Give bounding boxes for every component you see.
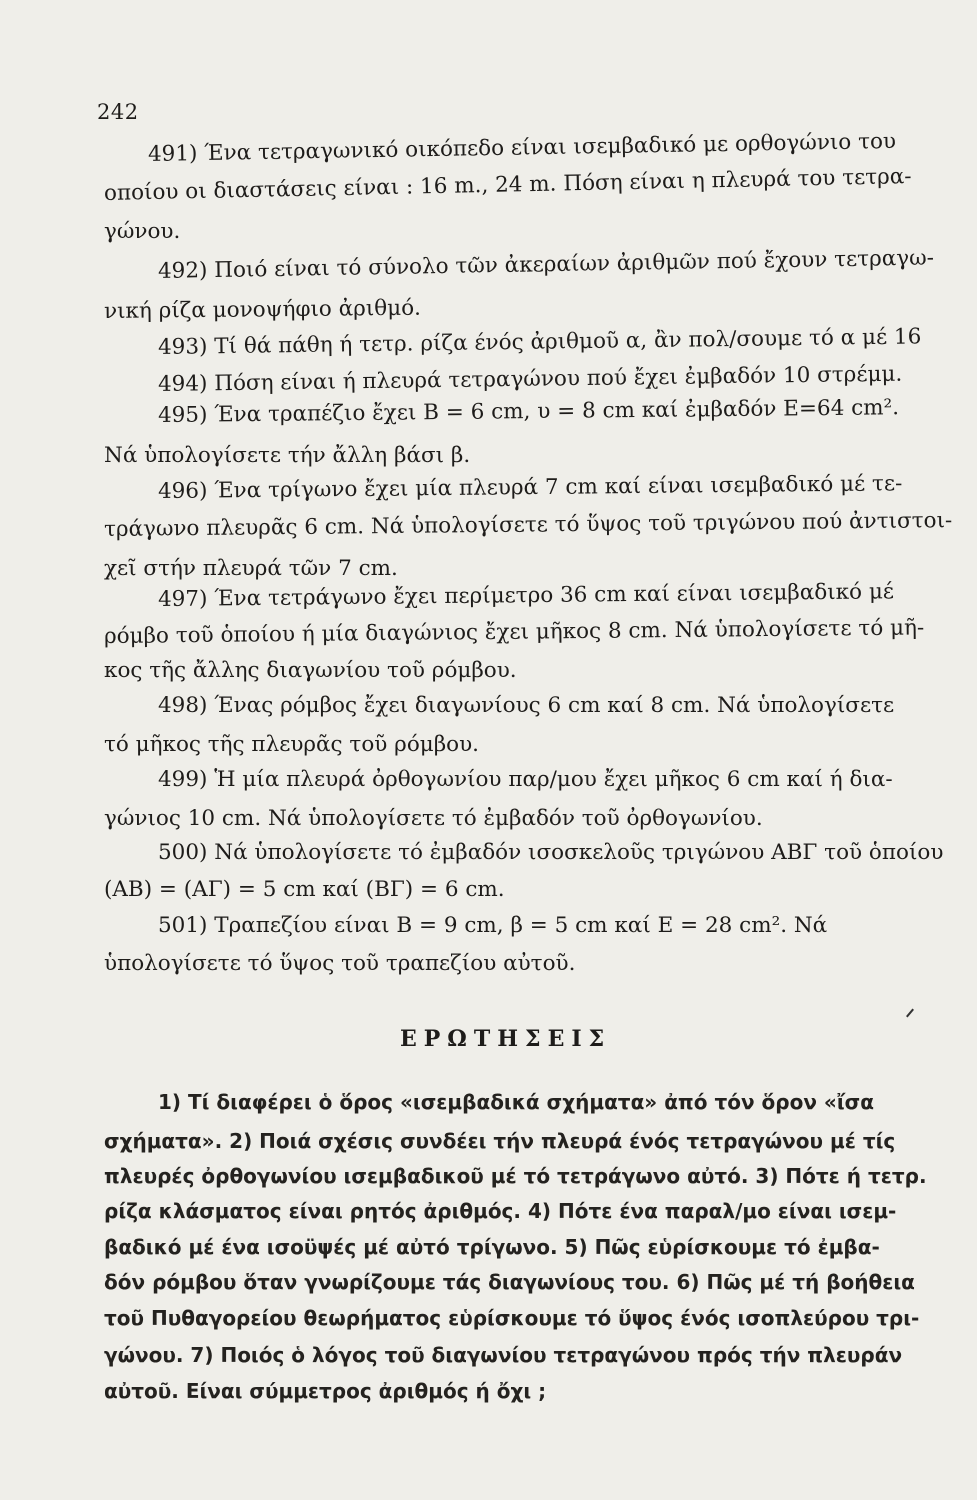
- exercise-499-line-1: 499) Ἡ μία πλευρά ὀρθογωνίου παρ/μου ἔχει μῆκος 6 cm καί ή δια-: [158, 767, 893, 792]
- questions-heading: ΕΡΩΤΗΣΕΙΣ: [400, 1026, 612, 1052]
- question-line: ρίζα κλάσματος είναι ρητός ἀριθμός. 4) Πότε ένα παραλ/μο είναι ισεμ-: [104, 1199, 897, 1223]
- question-line: δόν ρόμβου ὅταν γνωρίζουμε τάς διαγωνίους του. 6) Πῶς μέ τή βοήθεια: [104, 1270, 915, 1294]
- exercise-492-line-2: νική ρίζα μονοψήφιο ἀριθμό.: [103, 295, 422, 324]
- exercise-497-line-2: ρόμβο τοῦ ὁποίου ή μία διαγώνιος ἔχει μῆκος 8 cm. Νά ὑπολογίσετε τό μῆ-: [103, 615, 925, 649]
- exercise-495-line-1: 495) Ένα τραπέζιο ἔχει Β = 6 cm, υ = 8 cm καί ἐμβαδόν Ε=64 cm².: [157, 395, 900, 428]
- exercise-496-line-2: τράγωνο πλευρᾶς 6 cm. Νά ὑπολογίσετε τό ὕψος τοῦ τριγώνου πού ἀντιστοι-: [103, 508, 953, 542]
- question-line: 1) Τί διαφέρει ὁ ὅρος «ισεμβαδικά σχήματα» ἀπό τόν ὅρον «ἴσα: [158, 1090, 874, 1114]
- exercise-501-line-1: 501) Τραπεζίου είναι Β = 9 cm, β = 5 cm καί Ε = 28 cm². Νά: [158, 913, 828, 938]
- question-line: βαδικό μέ ένα ισοϋψές μέ αὐτό τρίγωνο. 5) Πῶς εὑρίσκουμε τό ἐμβα-: [104, 1235, 880, 1259]
- exercise-491-line-1: 491) Ένα τετραγωνικό οικόπεδο είναι ισεμβαδικό με ορθογώνιο του: [147, 128, 897, 167]
- exercise-491-line-3: γώνου.: [104, 219, 181, 244]
- exercise-496-line-1: 496) Ένα τρίγωνο ἔχει μία πλευρά 7 cm καί είναι ισεμβαδικό μέ τε-: [157, 471, 903, 504]
- question-line: αὐτοῦ. Είναι σύμμετρος ἀριθμός ή ὄχι ;: [104, 1379, 547, 1403]
- pen-mark: [906, 1009, 914, 1018]
- exercise-491-line-2: οποίου οι διαστάσεις είναι : 16 m., 24 m. Πόση είναι η πλευρά του τετρα-: [103, 164, 912, 206]
- exercise-500-line-1: 500) Νά ὑπολογίσετε τό ἐμβαδόν ισοσκελοῦς τριγώνου ΑΒΓ τοῦ ὁποίου: [158, 840, 944, 865]
- question-line: σχήματα». 2) Ποιά σχέσις συνδέει τήν πλευρά ένός τετραγώνου μέ τίς: [104, 1129, 896, 1153]
- question-line: γώνου. 7) Ποιός ὁ λόγος τοῦ διαγωνίου τετραγώνου πρός τήν πλευράν: [104, 1343, 903, 1367]
- exercise-499-line-2: γώνιος 10 cm. Νά ὑπολογίσετε τό ἐμβαδόν τοῦ ὀρθογωνίου.: [104, 806, 763, 831]
- exercise-500-line-2: (ΑΒ) = (ΑΓ) = 5 cm καί (ΒΓ) = 6 cm.: [104, 877, 505, 902]
- question-line: πλευρές ὀρθογωνίου ισεμβαδικοῦ μέ τό τετράγωνο αὐτό. 3) Πότε ή τετρ.: [104, 1164, 927, 1188]
- page-number: 242: [97, 100, 139, 124]
- exercise-493-line-1: 493) Τί θά πάθη ή τετρ. ρίζα ένός ἀριθμοῦ α, ἂν πολ/σουμε τό α μέ 16: [157, 324, 922, 360]
- exercise-497-line-3: κος τῆς ἄλλης διαγωνίου τοῦ ρόμβου.: [104, 658, 517, 683]
- exercise-495-line-2: Νά ὑπολογίσετε τήν ἄλλη βάσι β.: [104, 443, 471, 468]
- exercise-498-line-1: 498) Ένας ρόμβος ἔχει διαγωνίους 6 cm καί 8 cm. Νά ὑπολογίσετε: [158, 693, 895, 718]
- question-line: τοῦ Πυθαγορείου θεωρήματος εὑρίσκουμε τό ὕψος ένός ισοπλεύρου τρι-: [104, 1306, 920, 1330]
- exercise-494-line-1: 494) Πόση είναι ή πλευρά τετραγώνου πού ἔχει ἐμβαδόν 10 στρέμμ.: [157, 361, 903, 397]
- exercise-501-line-2: ὑπολογίσετε τό ὕψος τοῦ τραπεζίου αὐτοῦ.: [104, 951, 576, 976]
- exercise-496-line-3: χεῖ στήν πλευρά τῶν 7 cm.: [104, 556, 398, 581]
- exercise-492-line-1: 492) Ποιό είναι τό σύνολο τῶν ἀκεραίων ἀριθμῶν πού ἔχουν τετραγω-: [157, 245, 935, 284]
- exercise-498-line-2: τό μῆκος τῆς πλευρᾶς τοῦ ρόμβου.: [104, 732, 480, 757]
- exercise-497-line-1: 497) Ένα τετράγωνο ἔχει περίμετρο 36 cm καί είναι ισεμβαδικό μέ: [157, 579, 895, 612]
